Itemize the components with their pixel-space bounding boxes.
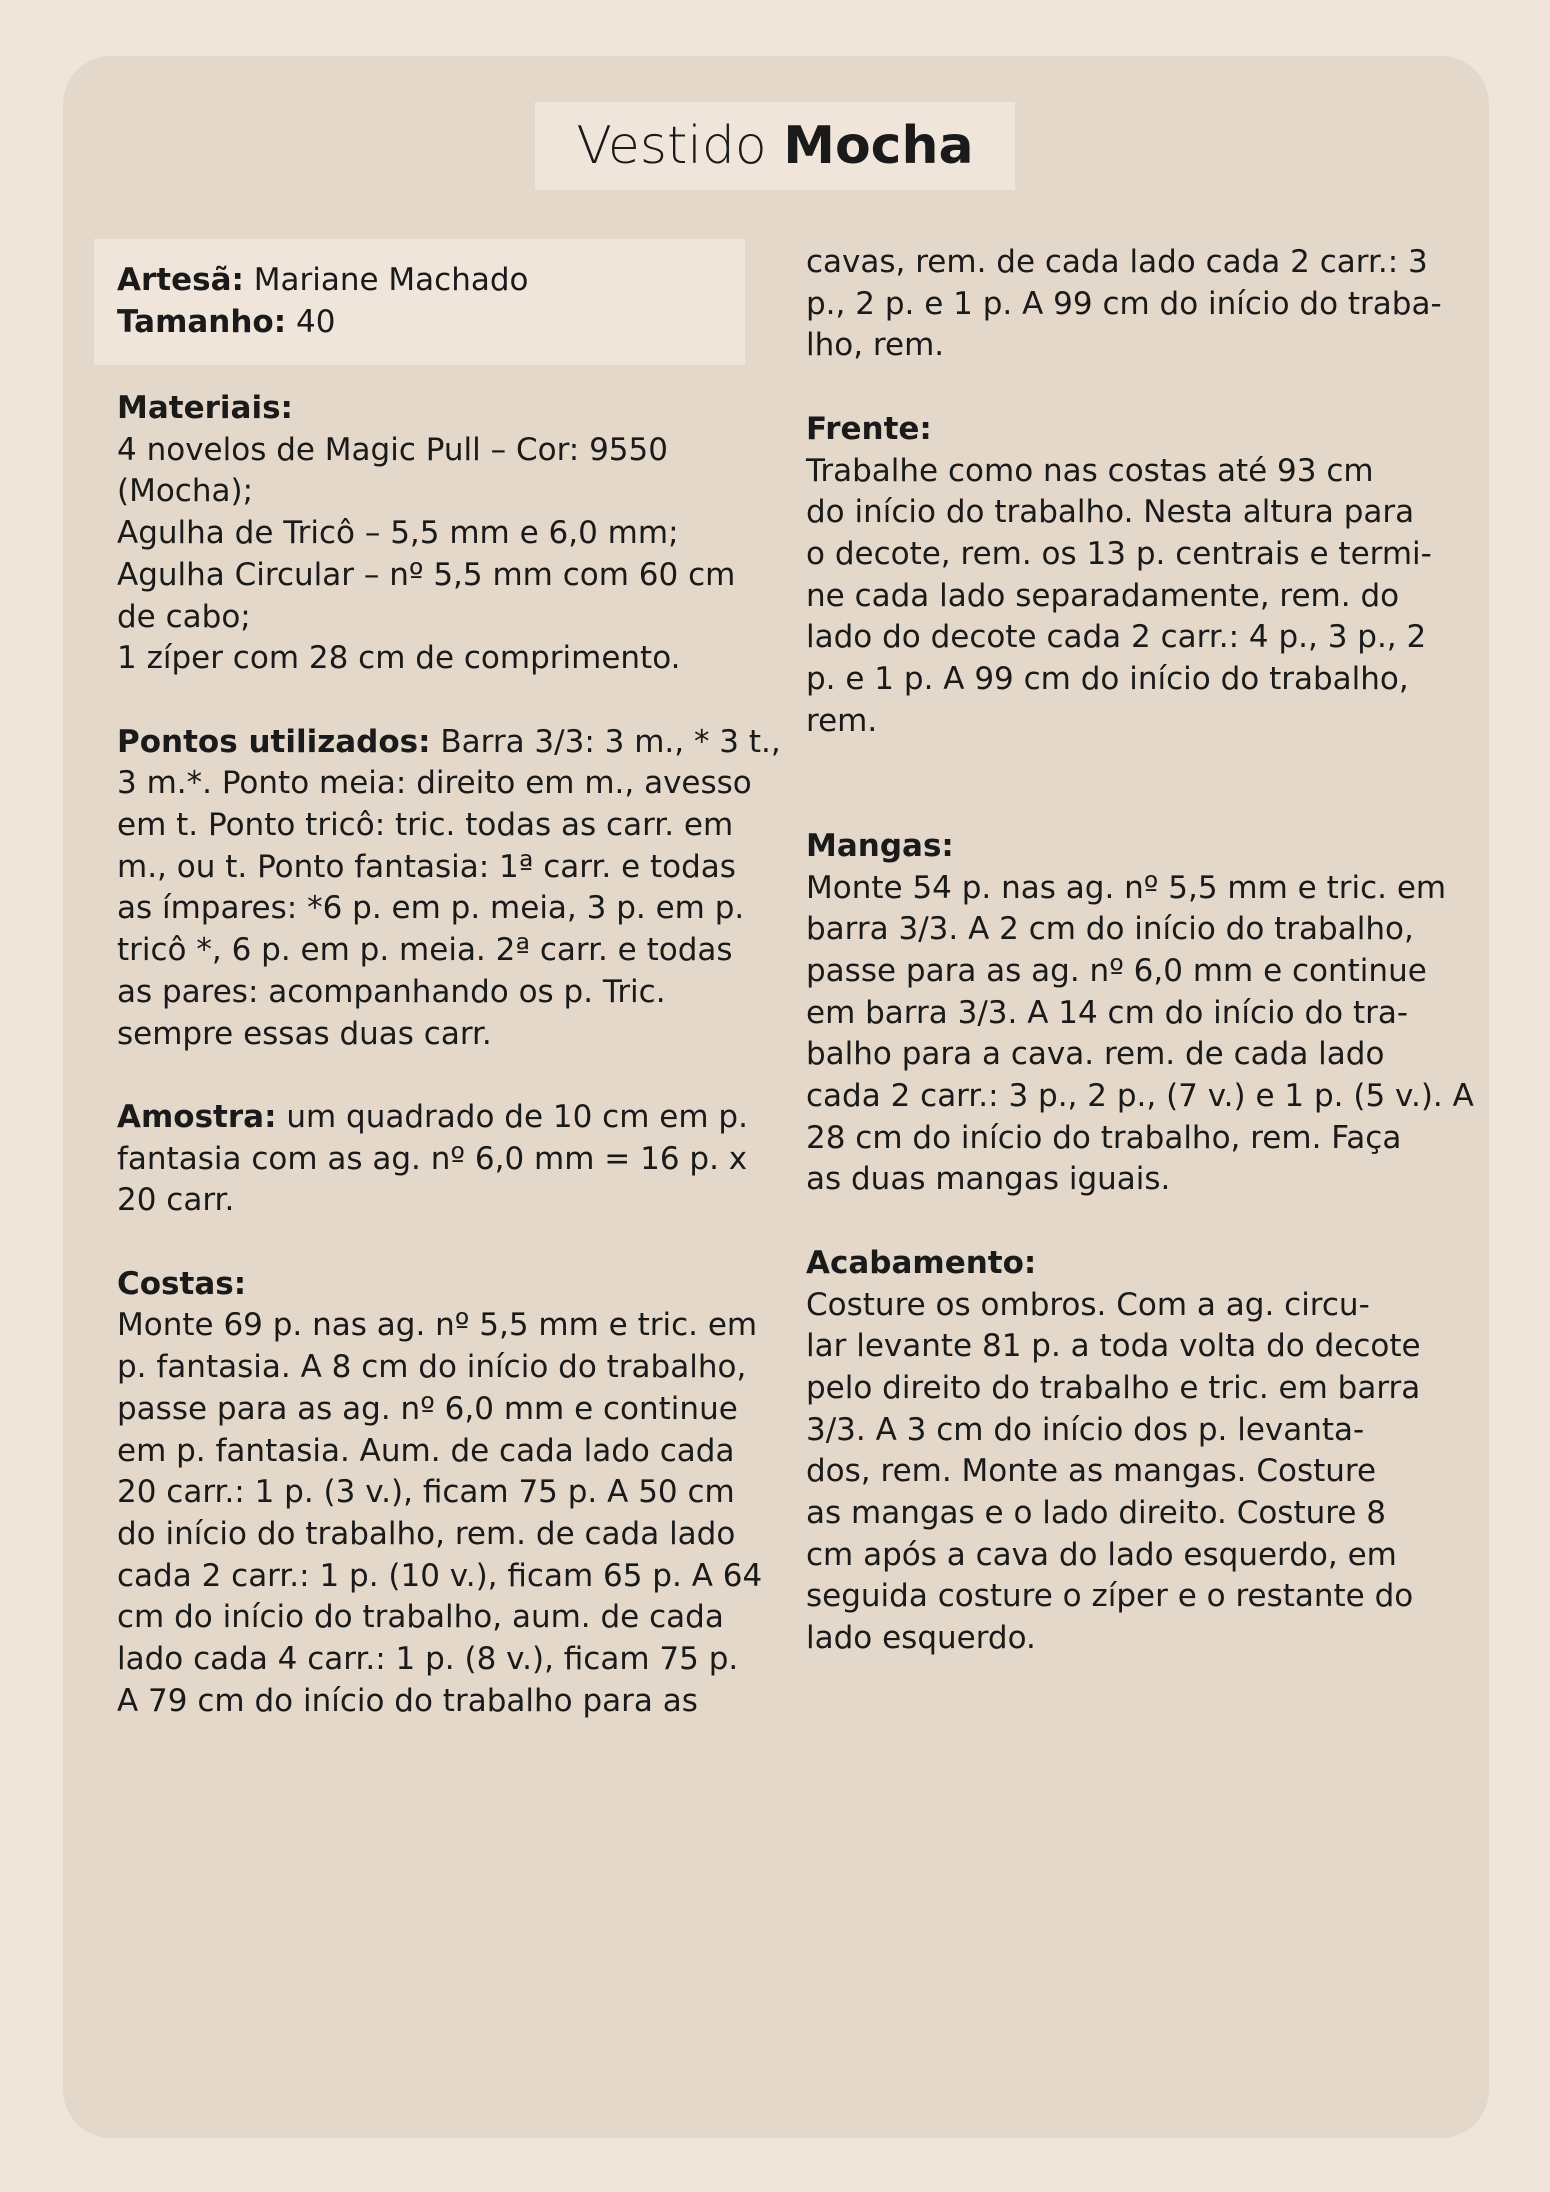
back-line: p. fantasia. A 8 cm do início do trabalho, bbox=[117, 1349, 747, 1386]
materials-heading: Materiais: bbox=[117, 390, 293, 426]
finishing-line: lar levante 81 p. a toda volta do decote bbox=[806, 1328, 1421, 1365]
back-heading: Costas: bbox=[117, 1265, 247, 1302]
sleeves-line: 28 cm do início do trabalho, rem. Faça bbox=[806, 1119, 1402, 1156]
spacer bbox=[806, 367, 1456, 409]
finishing-line: 3/3. A 3 cm do início dos p. levanta- bbox=[806, 1411, 1365, 1448]
sleeves-line: Monte 54 p. nas ag. nº 5,5 mm e tric. em bbox=[806, 869, 1447, 906]
artisan-label: Artesã: bbox=[117, 262, 244, 298]
spacer bbox=[117, 1222, 767, 1264]
finishing-line: dos, rem. Monte as mangas. Costure bbox=[806, 1453, 1377, 1490]
left-column bbox=[117, 388, 781, 1722]
sample-first-line bbox=[117, 1097, 767, 1139]
finishing-line: pelo direito do trabalho e tric. em barra bbox=[806, 1369, 1421, 1406]
sleeves-line: barra 3/3. A 2 cm do início do trabalho, bbox=[806, 911, 1414, 948]
materials-line: 1 zíper com 28 cm de comprimento. bbox=[117, 640, 681, 677]
back-line: A 79 cm do início do trabalho para as bbox=[117, 1682, 698, 1719]
size-label: Tamanho: bbox=[117, 303, 287, 340]
front-line: rem. bbox=[806, 702, 878, 739]
sample-section bbox=[117, 1097, 767, 1222]
finishing-line: as mangas e o lado direito. Costure 8 bbox=[806, 1495, 1386, 1532]
back-line: lado cada 4 carr.: 1 p. (8 v.), ficam 75 p. bbox=[117, 1641, 739, 1678]
sample-first-text: um quadrado de 10 cm em p. bbox=[276, 1098, 748, 1135]
sample-line: fantasia com as ag. nº 6,0 mm = 16 p. x bbox=[117, 1140, 748, 1177]
stitches-line: as ímpares: *6 p. em p. meia, 3 p. em p. bbox=[117, 890, 745, 927]
stitches-heading: Pontos utilizados: bbox=[117, 723, 431, 760]
stitches-line: tricô *, 6 p. em p. meia. 2ª carr. e todas bbox=[117, 932, 733, 969]
finishing-line: seguida costure o zíper e o restante do bbox=[806, 1578, 1414, 1615]
back-cont-line: lho, rem. bbox=[806, 327, 945, 364]
sleeves-line: as duas mangas iguais. bbox=[806, 1161, 1171, 1198]
front-heading: Frente: bbox=[806, 410, 932, 447]
back-line: Monte 69 p. nas ag. nº 5,5 mm e tric. em bbox=[117, 1307, 758, 1344]
materials-line: Agulha de Tricô – 5,5 mm e 6,0 mm; bbox=[117, 515, 679, 552]
sleeves-line: passe para as ag. nº 6,0 mm e continue bbox=[806, 952, 1427, 989]
back-line: passe para as ag. nº 6,0 mm e continue bbox=[117, 1390, 738, 1427]
title-bold: Mocha bbox=[783, 116, 974, 176]
title-light: Vestido bbox=[576, 116, 767, 176]
right-column bbox=[806, 242, 1474, 1660]
front-line: Trabalhe como nas costas até 93 cm bbox=[806, 452, 1374, 489]
meta-box bbox=[94, 239, 745, 365]
sleeves-heading: Mangas: bbox=[806, 827, 954, 864]
artisan-value: Mariane Machado bbox=[243, 262, 529, 298]
artisan-line bbox=[117, 260, 745, 302]
spacer bbox=[117, 680, 767, 722]
stitches-section bbox=[117, 722, 781, 1056]
back-continued-section bbox=[806, 242, 1456, 367]
stitches-line: em t. Ponto tricô: tric. todas as carr. em bbox=[117, 807, 734, 844]
finishing-heading: Acabamento: bbox=[806, 1244, 1037, 1281]
size-value: 40 bbox=[286, 303, 336, 340]
back-line: em p. fantasia. Aum. de cada lado cada bbox=[117, 1432, 735, 1469]
page-title bbox=[535, 102, 1015, 190]
back-cont-line: cavas, rem. de cada lado cada 2 carr.: 3 bbox=[806, 244, 1428, 280]
sleeves-line: balho para a cava. rem. de cada lado bbox=[806, 1036, 1385, 1073]
stitches-line: 3 m.*. Ponto meia: direito em m., avesso bbox=[117, 765, 752, 802]
back-section bbox=[117, 1264, 767, 1723]
spacer bbox=[117, 1055, 767, 1097]
back-line: 20 carr.: 1 p. (3 v.), ficam 75 p. A 50 cm bbox=[117, 1474, 735, 1511]
spacer bbox=[806, 1201, 1456, 1243]
spacer bbox=[806, 742, 1456, 825]
materials-line: de cabo; bbox=[117, 598, 251, 635]
materials-line: Agulha Circular – nº 5,5 mm com 60 cm bbox=[117, 556, 736, 593]
stitches-first-text: Barra 3/3: 3 m., * 3 t., bbox=[430, 723, 781, 760]
back-line: cada 2 carr.: 1 p. (10 v.), ficam 65 p. A 64 bbox=[117, 1557, 763, 1594]
front-line: p. e 1 p. A 99 cm do início do trabalho, bbox=[806, 661, 1409, 698]
stitches-line: sempre essas duas carr. bbox=[117, 1015, 492, 1052]
back-line: cm do início do trabalho, aum. de cada bbox=[117, 1599, 724, 1636]
front-line: do início do trabalho. Nesta altura para bbox=[806, 494, 1415, 531]
front-line: ne cada lado separadamente, rem. do bbox=[806, 577, 1400, 614]
stitches-line: as pares: acompanhando os p. Tric. bbox=[117, 973, 666, 1010]
sample-heading: Amostra: bbox=[117, 1098, 277, 1135]
sleeves-line: em barra 3/3. A 14 cm do início do tra- bbox=[806, 994, 1409, 1031]
finishing-line: Costure os ombros. Com a ag. circu- bbox=[806, 1286, 1370, 1323]
finishing-section bbox=[806, 1243, 1456, 1660]
materials-line: 4 novelos de Magic Pull – Cor: 9550 bbox=[117, 431, 668, 468]
front-section bbox=[806, 409, 1456, 743]
stitches-first-line bbox=[117, 722, 781, 764]
sleeves-line: cada 2 carr.: 3 p., 2 p., (7 v.) e 1 p. (5 v.). A bbox=[806, 1078, 1474, 1115]
front-line: lado do decote cada 2 carr.: 4 p., 3 p., 2 bbox=[806, 619, 1427, 656]
materials-line: (Mocha); bbox=[117, 473, 254, 510]
finishing-line: cm após a cava do lado esquerdo, em bbox=[806, 1536, 1397, 1573]
materials-section bbox=[117, 388, 767, 680]
finishing-line: lado esquerdo. bbox=[806, 1620, 1036, 1657]
back-line: do início do trabalho, rem. de cada lado bbox=[117, 1515, 736, 1552]
front-line: o decote, rem. os 13 p. centrais e termi- bbox=[806, 535, 1432, 572]
stitches-line: m., ou t. Ponto fantasia: 1ª carr. e todas bbox=[117, 848, 736, 885]
back-cont-line: p., 2 p. e 1 p. A 99 cm do início do traba- bbox=[806, 285, 1442, 322]
sleeves-section bbox=[806, 826, 1474, 1201]
sample-line: 20 carr. bbox=[117, 1182, 235, 1219]
size-line bbox=[117, 302, 745, 344]
